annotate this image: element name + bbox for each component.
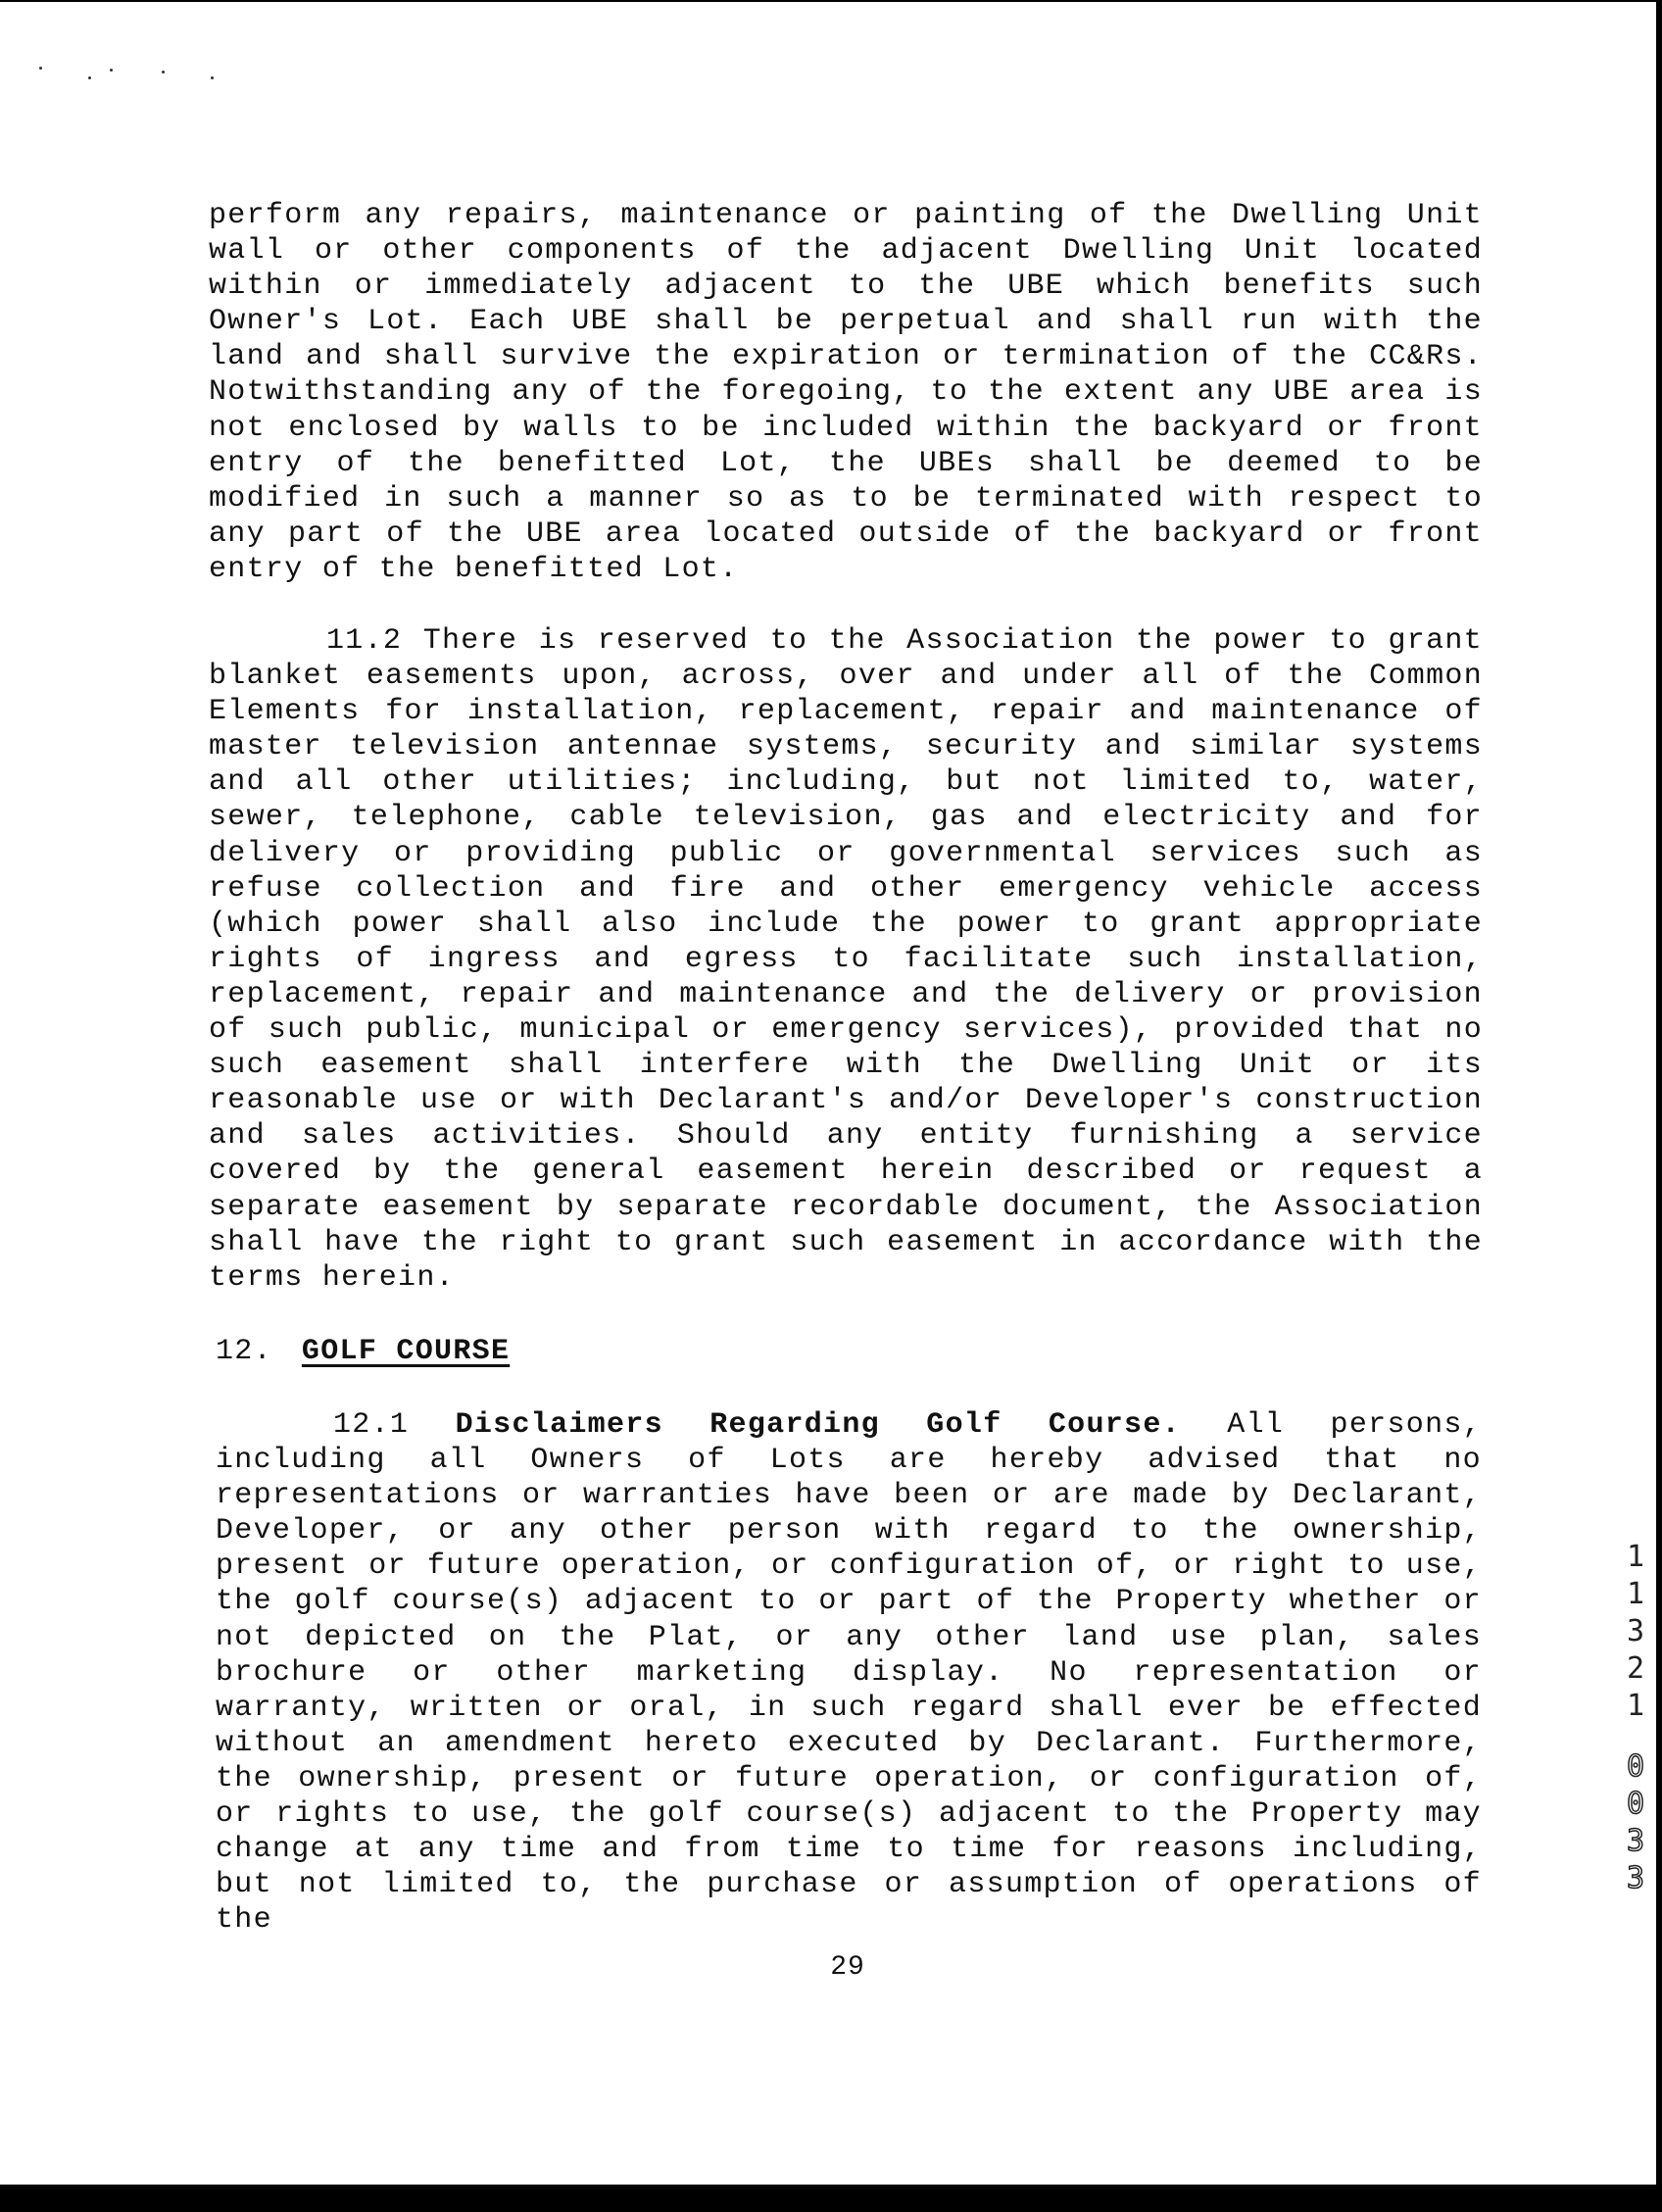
paragraph-12-1-heading: Disclaimers Regarding Golf Course. xyxy=(455,1408,1181,1442)
paragraph-12-1-block xyxy=(216,1407,1482,1938)
stamp-digit: 1 xyxy=(1626,1540,1645,1574)
paragraph-11-2: 11.2 There is reserved to the Association the power to grant blanket easements upon, across, over and under all of the Common Elements for installation, replacement, repair and maintenance of master television antennae systems, security and similar systems and all other utilities; including, but not limited to, water, sewer, telephone, cable television, gas and electricity and for delivery or providing public or governmental services such as refuse collection and fire and other emergency vehicle access (which power shall also include the power to grant appropriate rights of ingress and egress to facilitate such installation, replacement, repair and maintenance and the delivery or provision of such public, municipal or emergency services), provided that no such easement shall interfere with the Dwelling Unit or its reasonable use or with Declarant's and/or Developer's construction and sales activities. Should any entity furnishing a service covered by the general easement herein described or request a separate easement by separate recordable document, the Association shall have the right to grant such easement in accordance with the terms herein. xyxy=(209,624,1483,1295)
recording-stamp xyxy=(1623,1539,1648,1897)
stamp-digit: 3 xyxy=(1626,1861,1645,1895)
stamp-digit: 0 xyxy=(1626,1749,1645,1784)
stamp-digit: 3 xyxy=(1626,1824,1645,1858)
stamp-digit: 1 xyxy=(1626,1689,1645,1723)
paragraph-continuation: perform any repairs, maintenance or painting of the Dwelling Unit wall or other components of the adjacent Dwelling Unit located within or immediately adjacent to the UBE which benefits such Owner's Lot. Each UBE shall be perpetual and shall run with the land and shall survive the expiration or termination of the CC&Rs. Notwithstanding any of the foregoing, to the extent any UBE area is not enclosed by walls to be included within the backyard or front entry of the benefitted Lot, the UBEs shall be deemed to be modified in such a manner so as to be terminated with respect to any part of the UBE area located outside of the backyard or front entry of the benefitted Lot. xyxy=(209,199,1483,586)
scan-speck xyxy=(162,71,165,74)
paragraph-12-1-body: All persons, including all Owners of Lots are hereby advised that no representations or warranties have been or are made by Declarant, Developer, or any other person with regard to the ownership, present or future operation, or configuration of, or right to use, the golf course(s) adjacent to or part of the Property whether or not depicted on the Plat, or any other land use plan, sales brochure or other marketing display. No representation or warranty, written or oral, in such regard shall ever be effected without an amendment hereto executed by Declarant. Furthermore, the ownership, present or future operation, or configuration of, or rights to use, the golf course(s) adjacent to the Property may change at any time and from time to time for reasons including, but not limited to, the purchase or assumption of operations of the xyxy=(216,1408,1482,1938)
scan-border-right xyxy=(1656,0,1662,2212)
section-number: 12. xyxy=(216,1335,272,1368)
scan-speck xyxy=(88,76,91,79)
scan-border-bottom xyxy=(0,2185,1662,2212)
scan-speck xyxy=(211,76,214,79)
scan-border-top xyxy=(0,0,1662,2)
paragraph-12-1 xyxy=(216,1407,1482,1938)
stamp-gap xyxy=(1623,1725,1648,1748)
stamp-digit: 1 xyxy=(1626,1577,1645,1611)
stamp-digit: 2 xyxy=(1626,1651,1645,1686)
paragraph-11-2-block xyxy=(209,623,1483,1296)
section-title: GOLF COURSE xyxy=(301,1335,511,1368)
stamp-digit: 3 xyxy=(1626,1614,1645,1648)
stamp-digit: 0 xyxy=(1626,1787,1645,1821)
scan-speck xyxy=(110,69,113,72)
paragraph-12-1-number: 12.1 xyxy=(333,1408,410,1442)
section-heading xyxy=(216,1335,510,1368)
page-number: 29 xyxy=(830,1952,865,1983)
scan-speck xyxy=(39,67,42,70)
paragraph-continuation-block xyxy=(209,198,1483,587)
